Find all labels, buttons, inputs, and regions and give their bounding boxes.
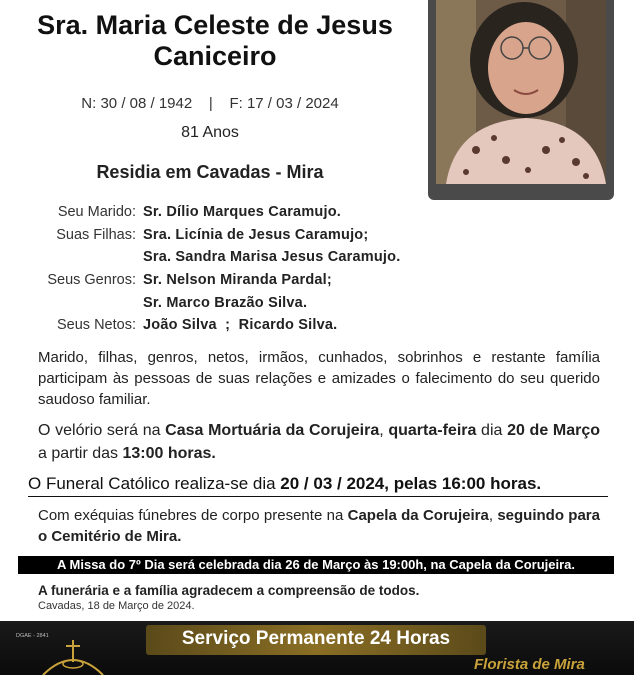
relative-label: Seus Netos: bbox=[57, 317, 136, 334]
relative-label: Seus Genros: bbox=[47, 272, 136, 289]
deceased-name-line2: Caniceiro bbox=[153, 41, 277, 71]
exequies-prefix: Com exéquias fúnebres de corpo presente na bbox=[38, 507, 348, 524]
relative-row bbox=[0, 269, 634, 292]
missa-banner: A Missa do 7º Dia será celebrada dia 26 de Março às 19:00h, na Capela da Corujeira. bbox=[18, 556, 614, 574]
wake-time: 13:00 horas. bbox=[122, 445, 216, 462]
residence: Residia em Cavadas - Mira bbox=[96, 162, 324, 182]
birth-death-dates: N: 30 / 08 / 1942 | F: 17 / 03 / 2024 bbox=[81, 95, 339, 112]
relative-value: João Silva ; Ricardo Silva. bbox=[143, 317, 338, 334]
portrait-image bbox=[436, 0, 606, 184]
funeral-prefix: O Funeral Católico realiza-se dia bbox=[28, 474, 281, 493]
deceased-name bbox=[0, 10, 430, 72]
wake-date: 20 de Março bbox=[507, 422, 601, 439]
relative-value: Sr. Dílio Marques Caramujo. bbox=[143, 204, 341, 220]
deceased-photo bbox=[428, 0, 614, 200]
dgae-code: DGAE - 2841 bbox=[16, 633, 49, 639]
service-permanent-text: Serviço Permanente 24 Horas bbox=[181, 628, 451, 649]
relative-label: Suas Filhas: bbox=[56, 226, 136, 243]
relative-value: Sra. Sandra Marisa Jesus Caramujo. bbox=[143, 249, 401, 266]
relative-row bbox=[0, 201, 634, 224]
relative-label: Seu Marido: bbox=[57, 204, 136, 220]
wake-mid2: a partir das bbox=[38, 445, 123, 462]
relative-value: Sra. Licínia de Jesus Caramujo; bbox=[143, 226, 369, 243]
place-date: Cavadas, 18 de Março de 2024. bbox=[38, 600, 195, 612]
relative-row bbox=[0, 246, 634, 269]
wake-mid: dia bbox=[476, 422, 508, 439]
deceased-name-line1: Sra. Maria Celeste de Jesus bbox=[37, 10, 393, 40]
announcement-text: Marido, filhas, genros, netos, irmãos, cunhados, sobrinhos e restante família participam às pessoas de suas relações e amizades o falecimento do seu querido saudoso familiar. bbox=[38, 349, 600, 408]
wake-info bbox=[38, 419, 600, 465]
relative-value: Sr. Marco Brazão Silva. bbox=[143, 294, 308, 311]
funeral-date-time: 20 / 03 / 2024, pelas 16:00 horas. bbox=[280, 474, 542, 493]
wake-sep: , bbox=[379, 422, 389, 439]
relative-row bbox=[0, 314, 634, 337]
florista-text: Florista de Mira bbox=[474, 656, 585, 673]
exequies-info bbox=[38, 505, 600, 547]
relative-value: Sr. Nelson Miranda Pardal; bbox=[143, 272, 332, 289]
wake-day: quarta-feira bbox=[388, 422, 477, 439]
exequies-chapel: Capela da Corujeira bbox=[347, 507, 489, 524]
wake-prefix: O velório será na bbox=[38, 422, 166, 439]
funeral-cross-logo-icon bbox=[38, 640, 108, 675]
exequies-then: seguindo para o Cemitério de Mira. bbox=[38, 507, 600, 545]
exequies-sep: , bbox=[488, 507, 498, 524]
thanks-text: A funerária e a família agradecem a compreensão de todos. bbox=[38, 583, 420, 598]
relative-row bbox=[0, 224, 634, 247]
funeral-info bbox=[28, 474, 608, 497]
relative-row bbox=[0, 292, 634, 315]
wake-place: Casa Mortuária da Corujeira bbox=[165, 422, 380, 439]
relatives-list bbox=[0, 201, 634, 337]
age: 81 Anos bbox=[181, 124, 239, 141]
